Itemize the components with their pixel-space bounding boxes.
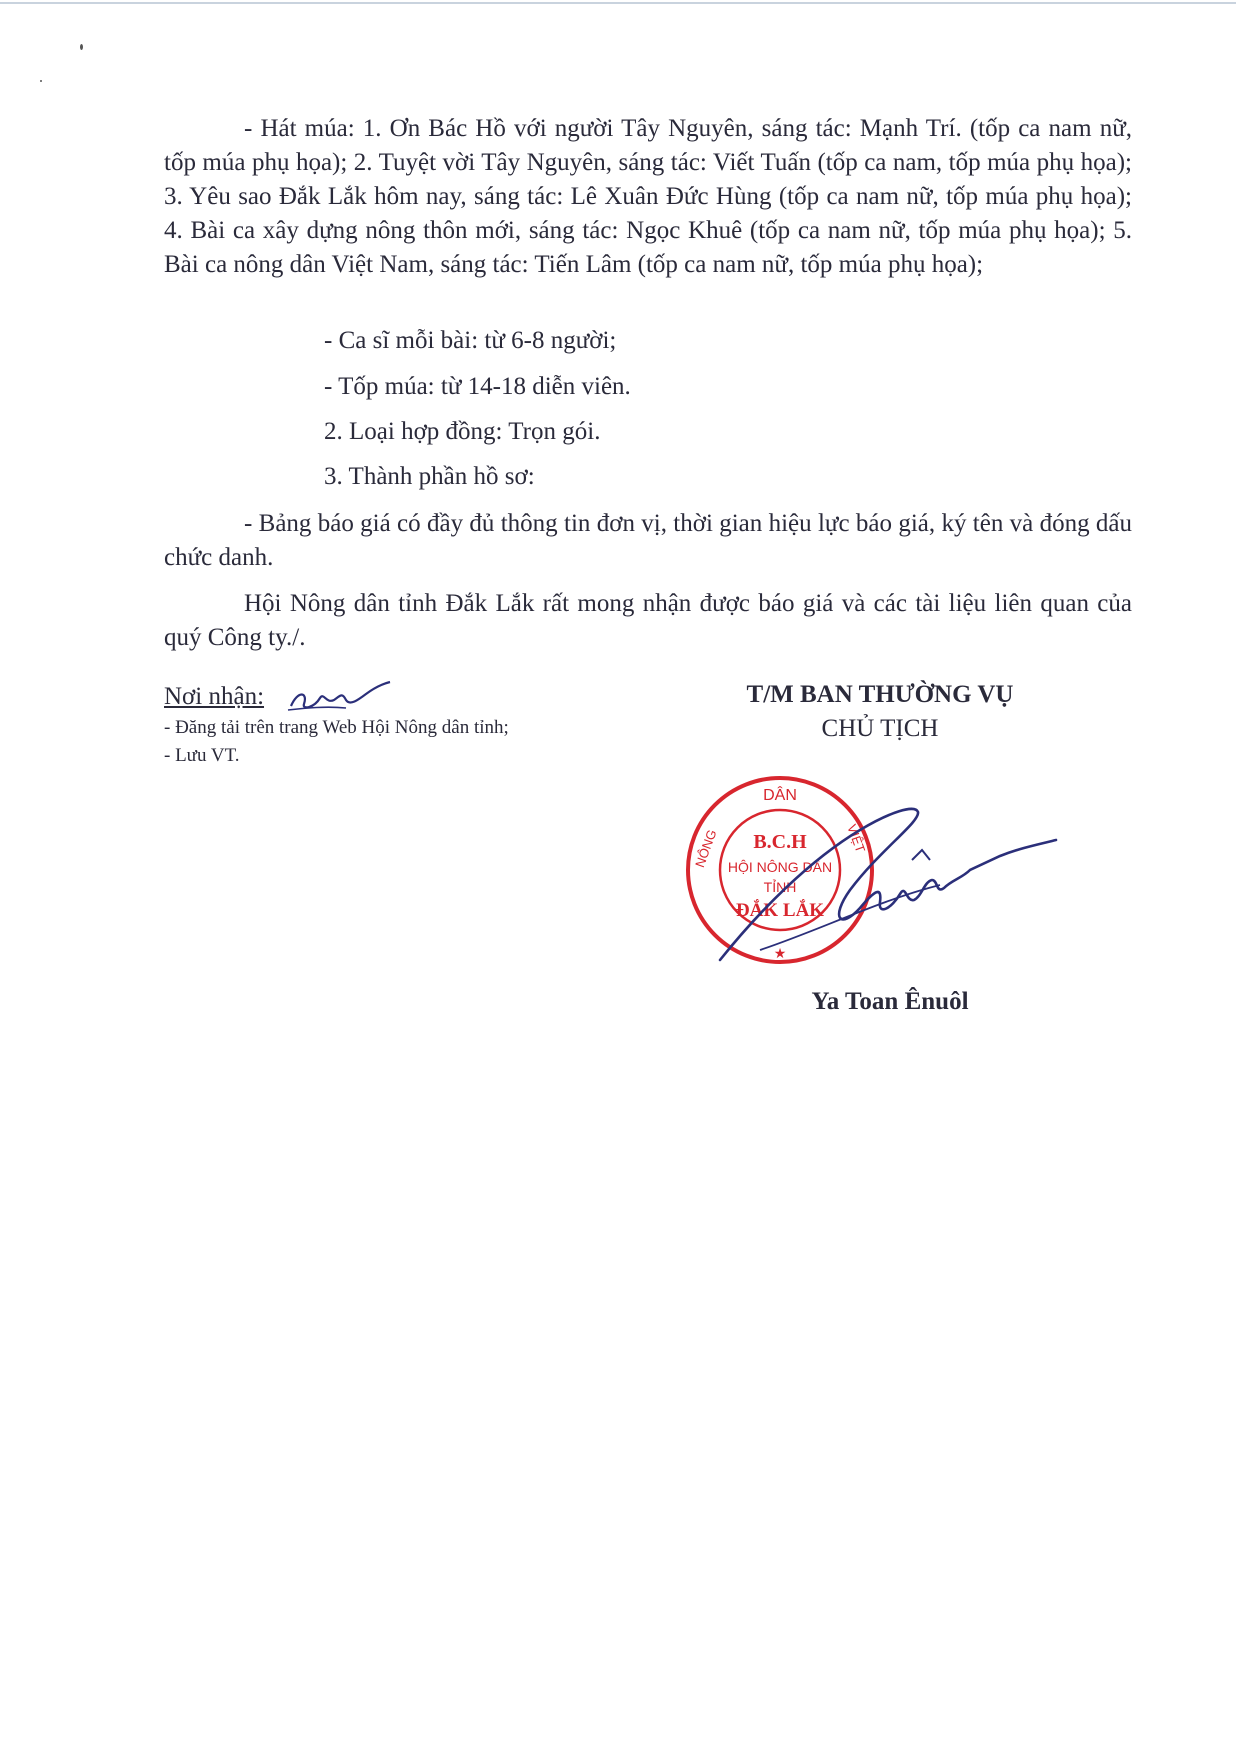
closing-text: Hội Nông dân tỉnh Đắk Lắk rất mong nhận được báo giá và các tài liệu liên quan của quý Công ty./. bbox=[164, 590, 1132, 651]
seal-text: B.C.H bbox=[753, 831, 807, 853]
recipient-item: - Đăng tải trên trang Web Hội Nông dân tỉnh; bbox=[164, 717, 509, 738]
scan-speck bbox=[80, 44, 83, 50]
signer-name: Ya Toan Ênuôl bbox=[811, 988, 969, 1015]
songs-text: - Hát múa: 1. Ơn Bác Hồ với người Tây Nguyên, sáng tác: Mạnh Trí. (tốp ca nam nữ, tốp múa phụ họa); 2. Tuyệt vời Tây Nguyên, sáng tác: Viết Tuấn (tốp ca nam, tốp múa phụ họa); 3. Yêu sao Đắk Lắk hôm nay, sáng tác: Lê Xuân Đức Hùng (tốp ca nam nữ, tốp múa phụ họa); 4. Bài ca xây dựng nông thôn mới, sáng tác: Ngọc Khuê (tốp ca nam nữ, tốp múa phụ họa); 5. Bài ca nông dân Việt Nam, sáng tác: Tiến Lâm (tốp ca nam nữ, tốp múa phụ họa); bbox=[164, 115, 1132, 278]
signature-title: T/M BAN THƯỜNG VỤ bbox=[746, 681, 1014, 708]
contract-type-line: 2. Loại hợp đồng: Trọn gói. bbox=[324, 418, 601, 445]
recipients-heading: Nơi nhận: bbox=[164, 683, 265, 710]
seal-ring-text: VIỆT bbox=[844, 822, 869, 855]
seal-text: ĐẮK LẮK bbox=[735, 900, 825, 921]
closing-paragraph bbox=[164, 587, 1132, 655]
scan-top-edge bbox=[0, 2, 1236, 4]
seal-ring-text: DÂN bbox=[763, 787, 797, 804]
initials-mark bbox=[286, 678, 396, 718]
signature-block bbox=[690, 678, 1070, 746]
dossier-heading: 3. Thành phần hồ sơ: bbox=[324, 463, 535, 490]
seal-text: HỘI NÔNG DÂN bbox=[727, 859, 833, 875]
singers-line: - Ca sĩ mỗi bài: từ 6-8 người; bbox=[324, 327, 617, 354]
handwritten-signature bbox=[700, 790, 1060, 980]
quote-text: - Bảng báo giá có đầy đủ thông tin đơn vị, thời gian hiệu lực báo giá, ký tên và đóng dấu chức danh. bbox=[164, 510, 1132, 571]
seal-ring-text: NÔNG bbox=[692, 827, 720, 870]
songs-paragraph bbox=[164, 112, 1132, 282]
scan-speck bbox=[40, 80, 42, 82]
seal-text: TỈNH bbox=[763, 879, 797, 895]
recipients-block bbox=[164, 680, 684, 770]
signature-role: CHỦ TỊCH bbox=[821, 715, 939, 742]
seal-star-icon: ★ bbox=[773, 947, 787, 962]
recipient-item: - Lưu VT. bbox=[164, 745, 240, 766]
dancers-line: - Tốp múa: từ 14-18 diễn viên. bbox=[324, 373, 631, 400]
quote-paragraph bbox=[164, 507, 1132, 575]
